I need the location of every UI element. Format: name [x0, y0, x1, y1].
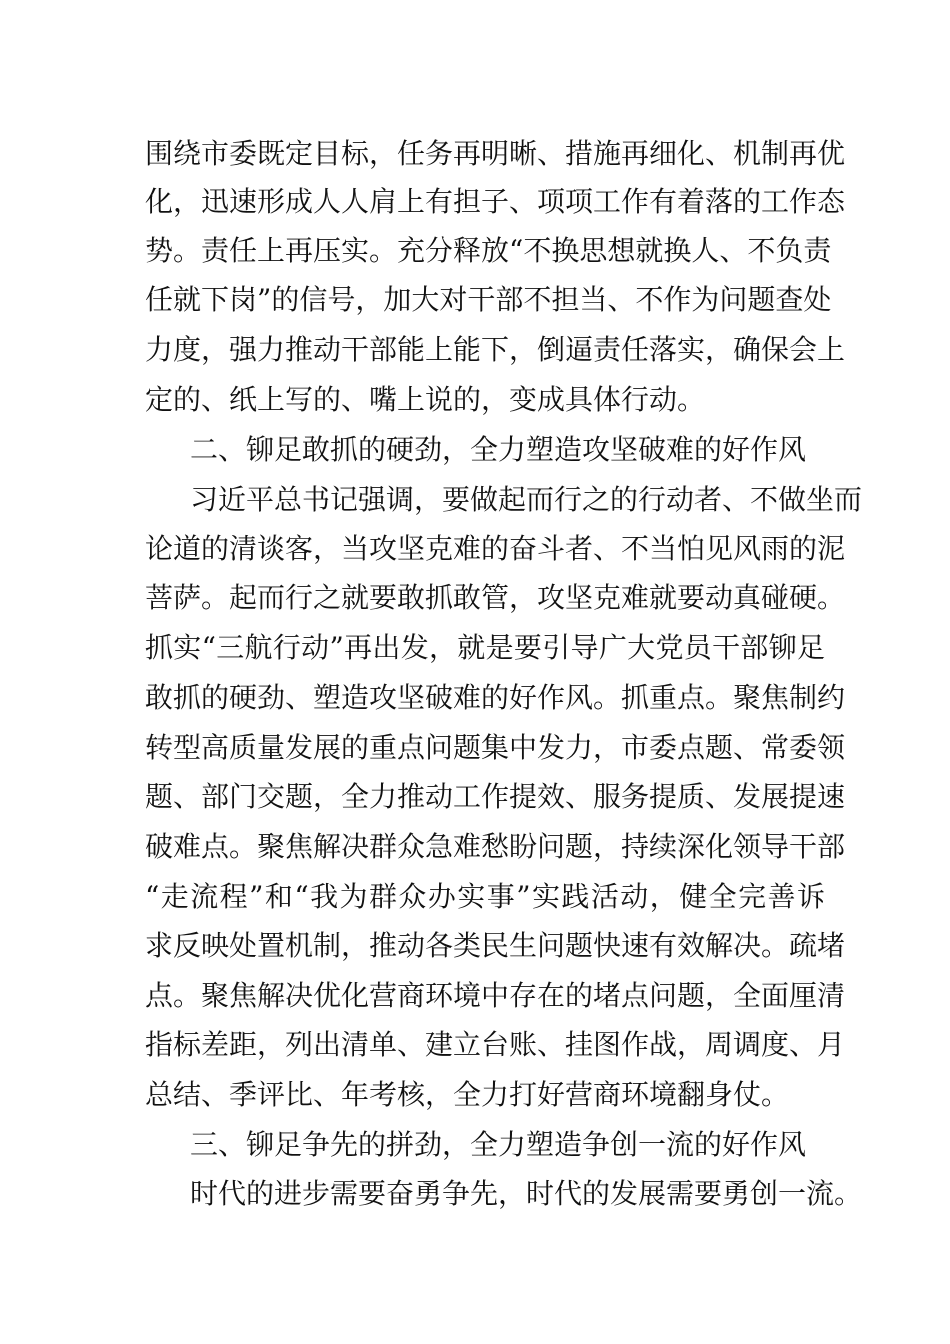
text-line: 破难点。聚焦解决群众急难愁盼问题，持续深化领导干部: [145, 830, 846, 863]
text-line: “走流程”和“我为群众办实事”实践活动，健全完善诉: [145, 880, 825, 913]
text-line: 转型高质量发展的重点问题集中发力，市委点题、常委领: [145, 731, 846, 764]
text-line: 点。聚焦解决优化营商环境中存在的堵点问题，全面厘清: [145, 979, 846, 1012]
section-heading: 三、铆足争先的拼劲，全力塑造争创一流的好作风: [190, 1128, 807, 1161]
section-heading: 二、铆足敢抓的硬劲，全力塑造攻坚破难的好作风: [190, 433, 807, 466]
text-line: 抓实“三航行动”再出发，就是要引导广大党员干部铆足: [145, 631, 825, 664]
text-line: 题、部门交题，全力推动工作提效、服务提质、发展提速: [145, 780, 846, 813]
text-line: 敢抓的硬劲、塑造攻坚破难的好作风。抓重点。聚焦制约: [145, 681, 846, 714]
text-line: 定的、纸上写的、嘴上说的，变成具体行动。: [145, 383, 706, 416]
text-line: 指标差距，列出清单、建立台账、挂图作战，周调度、月: [145, 1028, 846, 1061]
text-line: 化，迅速形成人人肩上有担子、项项工作有着落的工作态: [145, 185, 846, 218]
text-line: 势。责任上再压实。充分释放“不换思想就换人、不负责: [145, 234, 832, 267]
text-line: 任就下岗”的信号，加大对干部不担当、不作为问题查处: [145, 283, 832, 316]
text-line: 菩萨。起而行之就要敢抓敢管，攻坚克难就要动真碰硬。: [145, 581, 846, 614]
text-line: 力度，强力推动干部能上能下，倒逼责任落实，确保会上: [145, 333, 846, 366]
paragraph-first-line: 时代的进步需要奋勇争先，时代的发展需要勇创一流。: [190, 1177, 863, 1210]
paragraph-first-line: 习近平总书记强调，要做起而行之的行动者、不做坐而: [190, 483, 863, 516]
text-line: 求反映处置机制，推动各类民生问题快速有效解决。疏堵: [145, 929, 846, 962]
text-line: 围绕市委既定目标，任务再明晰、措施再细化、机制再优: [145, 137, 846, 170]
text-line: 论道的清谈客，当攻坚克难的奋斗者、不当怕见风雨的泥: [145, 532, 846, 565]
text-line: 总结、季评比、年考核，全力打好营商环境翻身仗。: [145, 1078, 790, 1111]
